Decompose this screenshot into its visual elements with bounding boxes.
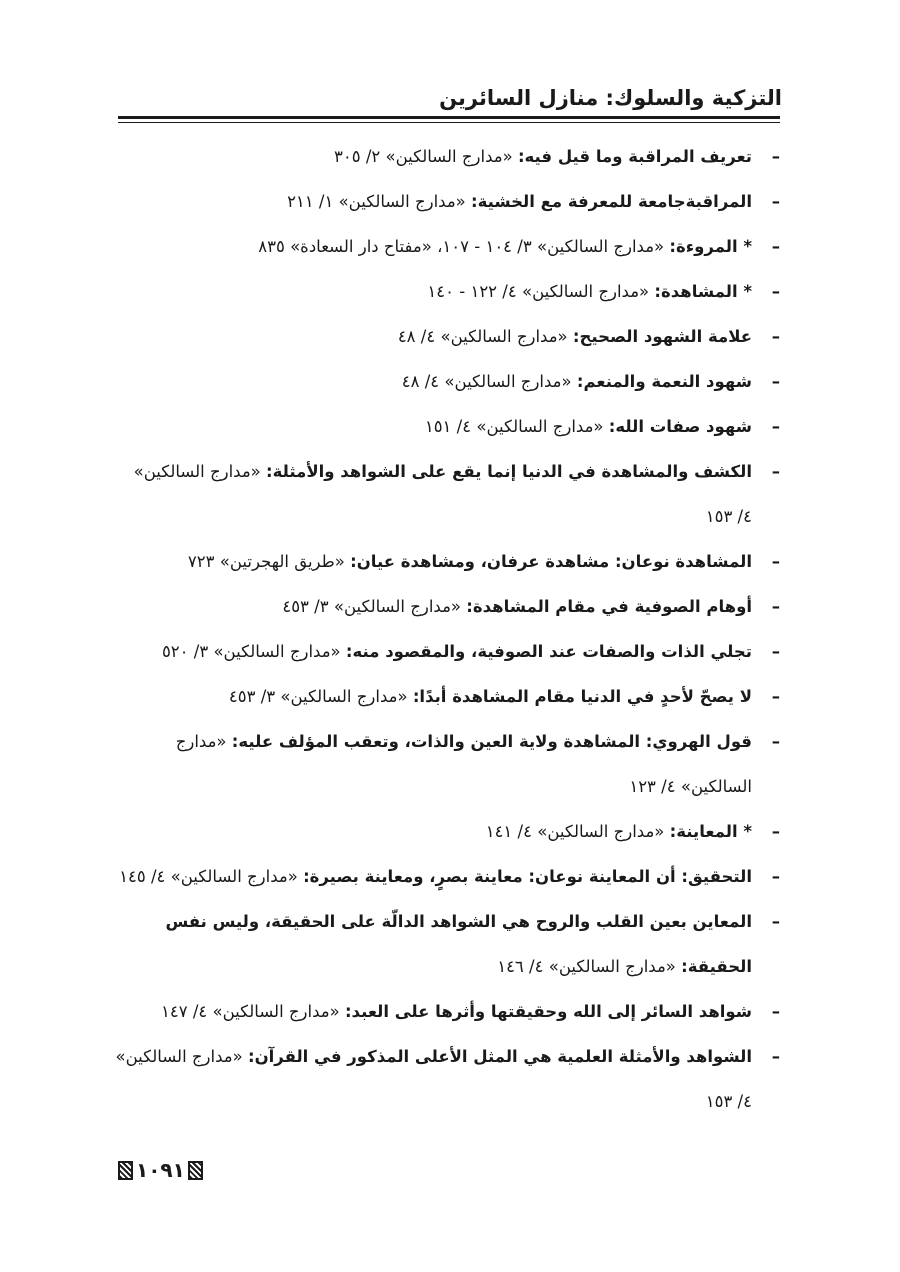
dash-bullet: – — [771, 867, 780, 886]
dash-bullet: – — [771, 282, 780, 301]
index-entry — [114, 404, 780, 449]
entry-source: «مدارج السالكين» ٤/ ١٤١ — [485, 822, 665, 841]
entry-source: «مدارج السالكين» ٤/ ١٤٦ — [497, 957, 676, 976]
entry-source: «مدارج السالكين» ٣/ ٤٥٣ — [228, 687, 408, 706]
dash-bullet: – — [771, 327, 780, 346]
dash-bullet: – — [771, 372, 780, 391]
dash-bullet: – — [771, 687, 780, 706]
dash-bullet: – — [771, 552, 780, 571]
dash-bullet: – — [771, 192, 780, 211]
index-entry — [114, 674, 780, 719]
header-rule-thin — [118, 122, 780, 123]
dash-bullet: – — [771, 912, 780, 931]
entry-source: «مدارج السالكين» ٤/ ١٥١ — [424, 417, 604, 436]
index-entry — [114, 584, 780, 629]
dash-bullet: – — [771, 417, 780, 436]
index-entry — [114, 1034, 780, 1124]
entry-term: تعريف المراقبة وما قيل فيه: — [517, 147, 752, 166]
entry-source: «مدارج السالكين» ٣/ ٥٢٠ — [161, 642, 341, 661]
entry-source: «مدارج السالكين» ٤/ ١٢٢ - ١٤٠ — [427, 282, 650, 301]
index-entry — [114, 179, 780, 224]
dash-bullet: – — [771, 1047, 780, 1066]
dash-bullet: – — [771, 597, 780, 616]
index-entry — [114, 134, 780, 179]
entry-term: شواهد السائر إلى الله وحقيقتها وأثرها على العبد: — [344, 1002, 752, 1021]
dash-bullet: – — [771, 642, 780, 661]
ornament-icon — [188, 1161, 203, 1180]
index-entry — [114, 314, 780, 359]
dash-bullet: – — [771, 732, 780, 751]
index-entry — [114, 629, 780, 674]
entry-source: «مدارج السالكين» ١/ ٢١١ — [287, 192, 466, 211]
page-footer — [118, 1158, 203, 1182]
ornament-icon — [118, 1161, 133, 1180]
index-entry — [114, 719, 780, 809]
dash-bullet: – — [771, 1002, 780, 1021]
entry-term: * المروءة: — [669, 237, 752, 256]
index-entry — [114, 854, 780, 899]
index-entry — [114, 899, 780, 989]
dash-bullet: – — [771, 147, 780, 166]
index-entries-list — [114, 134, 780, 1124]
entry-source: «مدارج السالكين» ٤/ ١٥٣ — [133, 462, 752, 526]
dash-bullet: – — [771, 822, 780, 841]
entry-term: * المعاينة: — [669, 822, 752, 841]
entry-source: «مدارج السالكين» ٤/ ١٤٥ — [119, 867, 298, 886]
index-entry — [114, 809, 780, 854]
entry-term: شهود صفات الله: — [608, 417, 752, 436]
index-entry — [114, 449, 780, 539]
entry-source: «مدارج السالكين» ٣/ ١٠٤ - ١٠٧، «مفتاح دار السعادة» ٨٣٥ — [258, 237, 665, 256]
entry-term: التحقيق: أن المعاينة نوعان: معاينة بصرٍ، ومعاينة بصيرة: — [303, 867, 752, 886]
index-entry — [114, 269, 780, 314]
entry-term: المعاين بعين القلب والروح هي الشواهد الدالّة على الحقيقة، وليس نفس الحقيقة: — [165, 912, 752, 976]
index-entry — [114, 224, 780, 269]
entry-term: * المشاهدة: — [654, 282, 752, 301]
entry-source: «مدارج السالكين» ٤/ ٤٨ — [401, 372, 572, 391]
index-entry — [114, 539, 780, 584]
entry-source: «مدارج السالكين» ٤/ ٤٨ — [397, 327, 568, 346]
page-header-title: التزكية والسلوك: منازل السائرين — [439, 86, 782, 110]
entry-source: «مدارج السالكين» ٢/ ٣٠٥ — [333, 147, 513, 166]
index-entry — [114, 989, 780, 1034]
entry-term: علامة الشهود الصحيح: — [572, 327, 752, 346]
entry-term: لا يصحّ لأحدٍ في الدنيا مقام المشاهدة أبدًا: — [412, 687, 752, 706]
entry-term: الشواهد والأمثلة العلمية هي المثل الأعلى المذكور في القرآن: — [247, 1047, 752, 1066]
entry-term: أوهام الصوفية في مقام المشاهدة: — [466, 597, 752, 616]
entry-term: شهود النعمة والمنعم: — [576, 372, 752, 391]
entry-source: «مدارج السالكين» ٤/ ١٥٣ — [115, 1047, 752, 1111]
page-number: ١٠٩١ — [136, 1158, 185, 1182]
entry-term: قول الهروي: المشاهدة ولاية العين والذات، وتعقب المؤلف عليه: — [231, 732, 752, 751]
entry-term: تجلي الذات والصفات عند الصوفية، والمقصود منه: — [345, 642, 752, 661]
header-rule-thick — [118, 116, 780, 119]
entry-source: «طريق الهجرتين» ٧٢٣ — [187, 552, 345, 571]
entry-source: «مدارج السالكين» ٣/ ٤٥٣ — [282, 597, 462, 616]
entry-source: «مدارج السالكين» ٤/ ١٤٧ — [161, 1002, 340, 1021]
entry-term: المراقبةجامعة للمعرفة مع الخشية: — [471, 192, 752, 211]
dash-bullet: – — [771, 462, 780, 481]
entry-term: الكشف والمشاهدة في الدنيا إنما يقع على الشواهد والأمثلة: — [266, 462, 752, 481]
entry-term: المشاهدة نوعان: مشاهدة عرفان، ومشاهدة عيان: — [350, 552, 752, 571]
dash-bullet: – — [771, 237, 780, 256]
index-entry — [114, 359, 780, 404]
entry-source: «مدارج السالكين» ٤/ ١٢٣ — [175, 732, 752, 796]
